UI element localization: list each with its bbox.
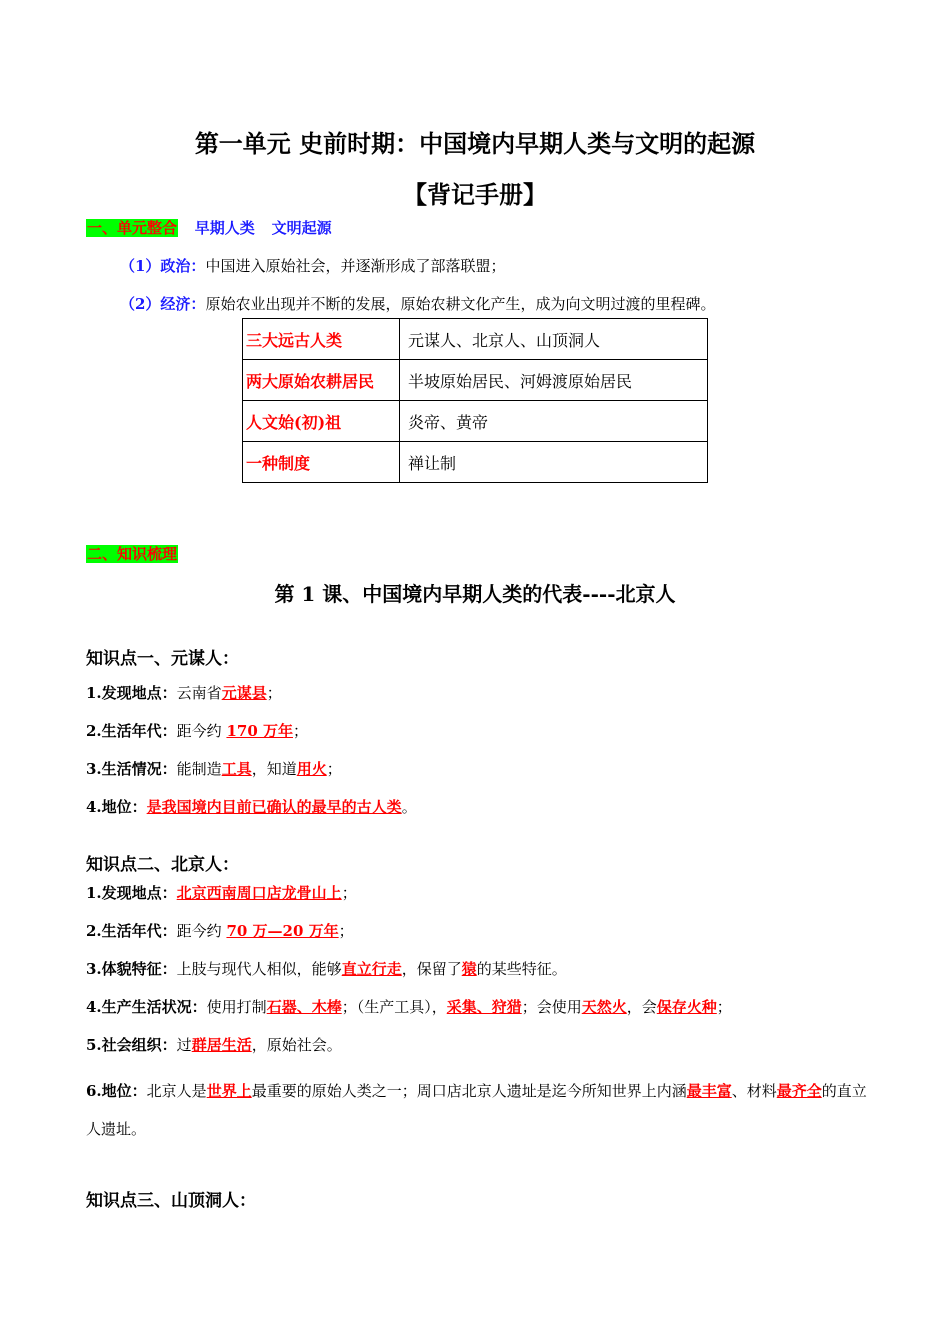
- line-text: 云南省: [176, 684, 222, 702]
- key-term: 70 万—20 万年: [226, 922, 339, 940]
- line-label: 1.发现地点：: [86, 684, 177, 702]
- page-subtitle: 【背记手册】: [403, 180, 547, 209]
- line-label: 6.地位：: [86, 1082, 147, 1100]
- key-term: 用火: [296, 760, 327, 778]
- summary-table: [242, 318, 708, 483]
- page-title: 第一单元 史前时期：中国境内早期人类与文明的起源: [194, 129, 756, 158]
- section1-tag: 一、单元整合: [87, 219, 178, 237]
- key-term: 群居生活: [191, 1036, 252, 1054]
- kp1-line-3: [86, 758, 342, 779]
- key-term: 170 万年: [226, 722, 293, 740]
- line-text: 使用打制: [206, 998, 267, 1016]
- key-term: 天然火: [581, 998, 627, 1016]
- key-term: 保存火种: [656, 998, 717, 1016]
- line-text: 。: [401, 798, 417, 816]
- key-term: 元谋县: [221, 684, 267, 702]
- kp2-line-2: [86, 920, 354, 941]
- table-row: [243, 360, 708, 401]
- key-term: 采集、狩猎: [446, 998, 522, 1016]
- line-text: ，会: [626, 998, 657, 1016]
- kp2-line-4: [86, 996, 732, 1017]
- key-term: 最齐全: [776, 1082, 822, 1100]
- kp1-line-2: [86, 720, 308, 741]
- line-text: 最重要的原始人类之一；周口店北京人遗址是迄今所知世界上内涵: [251, 1082, 687, 1100]
- kp2-line-6: [86, 1072, 876, 1148]
- line-label: 4.地位：: [86, 798, 147, 816]
- kp2-heading: 知识点二、北京人：: [86, 855, 239, 875]
- line-text: 的某些特征。: [476, 960, 567, 978]
- kp3-heading: 知识点三、山顶洞人：: [86, 1191, 256, 1211]
- line-text: ；: [293, 722, 309, 740]
- line-text: ，保留了: [401, 960, 462, 978]
- section2-header: [86, 543, 178, 564]
- table-row: [243, 401, 708, 442]
- line-text: 的直立人遗址。: [86, 1082, 867, 1138]
- key-term: 石器、木棒: [266, 998, 342, 1016]
- key-term: 工具: [221, 760, 252, 778]
- key-term: 是我国境内目前已确认的最早的古人类: [146, 798, 402, 816]
- key-term: 猿: [461, 960, 477, 978]
- economy-text: 原始农业出现并不断的发展，原始农耕文化产生，成为向文明过渡的里程碑。: [205, 295, 716, 313]
- kp2-line-1: [86, 882, 357, 903]
- line-text: ，知道: [251, 760, 297, 778]
- politics-line: [120, 255, 505, 276]
- table-cell-value: 半坡原始居民、河姆渡原始居民: [400, 360, 708, 401]
- line-text: 距今约: [176, 722, 227, 740]
- table-row: [243, 442, 708, 483]
- table-cell-label: 一种制度: [243, 442, 400, 483]
- line-text: 过: [176, 1036, 192, 1054]
- line-label: 4.生产生活状况：: [86, 998, 207, 1016]
- key-term: 最丰富: [686, 1082, 732, 1100]
- kp2-line-3: [86, 958, 567, 979]
- kp1-line-4: [86, 796, 417, 817]
- table-cell-value: 炎帝、黄帝: [400, 401, 708, 442]
- table-row: [243, 319, 708, 360]
- line-label: 5.社会组织：: [86, 1036, 177, 1054]
- table-cell-value: 元谋人、北京人、山顶洞人: [400, 319, 708, 360]
- line-text: ；: [338, 922, 354, 940]
- section2-tag: 二、知识梳理: [87, 545, 178, 563]
- line-text: 上肢与现代人相似，能够: [176, 960, 342, 978]
- lesson-title: 第 1 课、中国境内早期人类的代表----北京人: [274, 582, 676, 606]
- line-text: ；: [326, 760, 342, 778]
- key-term: 直立行走: [341, 960, 402, 978]
- kp1-heading: 知识点一、元谋人：: [86, 649, 239, 669]
- key-term: 世界上: [206, 1082, 252, 1100]
- keyword-civilization-origin: 文明起源: [271, 219, 332, 237]
- section1-header: [86, 217, 332, 238]
- line-text: ；: [716, 998, 732, 1016]
- line-label: 1.发现地点：: [86, 884, 177, 902]
- key-term: 北京西南周口店龙骨山上: [176, 884, 342, 902]
- line-text: 北京人是: [146, 1082, 207, 1100]
- politics-label: （1）政治：: [120, 257, 206, 275]
- kp1-line-1: [86, 682, 282, 703]
- economy-label: （2）经济：: [120, 295, 206, 313]
- table-cell-label: 两大原始农耕居民: [243, 360, 400, 401]
- table-cell-value: 禅让制: [400, 442, 708, 483]
- economy-line: [120, 293, 715, 314]
- keyword-early-humans: 早期人类: [194, 219, 255, 237]
- line-text: 距今约: [176, 922, 227, 940]
- politics-text: 中国进入原始社会，并逐渐形成了部落联盟；: [205, 257, 506, 275]
- line-text: ；会使用: [521, 998, 582, 1016]
- line-text: ，原始社会。: [251, 1036, 342, 1054]
- line-text: 能制造: [176, 760, 222, 778]
- line-label: 2.生活年代：: [86, 722, 177, 740]
- kp2-line-5: [86, 1034, 342, 1055]
- line-text: ；: [341, 884, 357, 902]
- line-text: ；（生产工具），: [341, 998, 447, 1016]
- line-label: 3.生活情况：: [86, 760, 177, 778]
- line-label: 3.体貌特征：: [86, 960, 177, 978]
- table-cell-label: 人文始(初)祖: [243, 401, 400, 442]
- line-text: 、材料: [731, 1082, 777, 1100]
- line-label: 2.生活年代：: [86, 922, 177, 940]
- table-cell-label: 三大远古人类: [243, 319, 400, 360]
- line-text: ；: [266, 684, 282, 702]
